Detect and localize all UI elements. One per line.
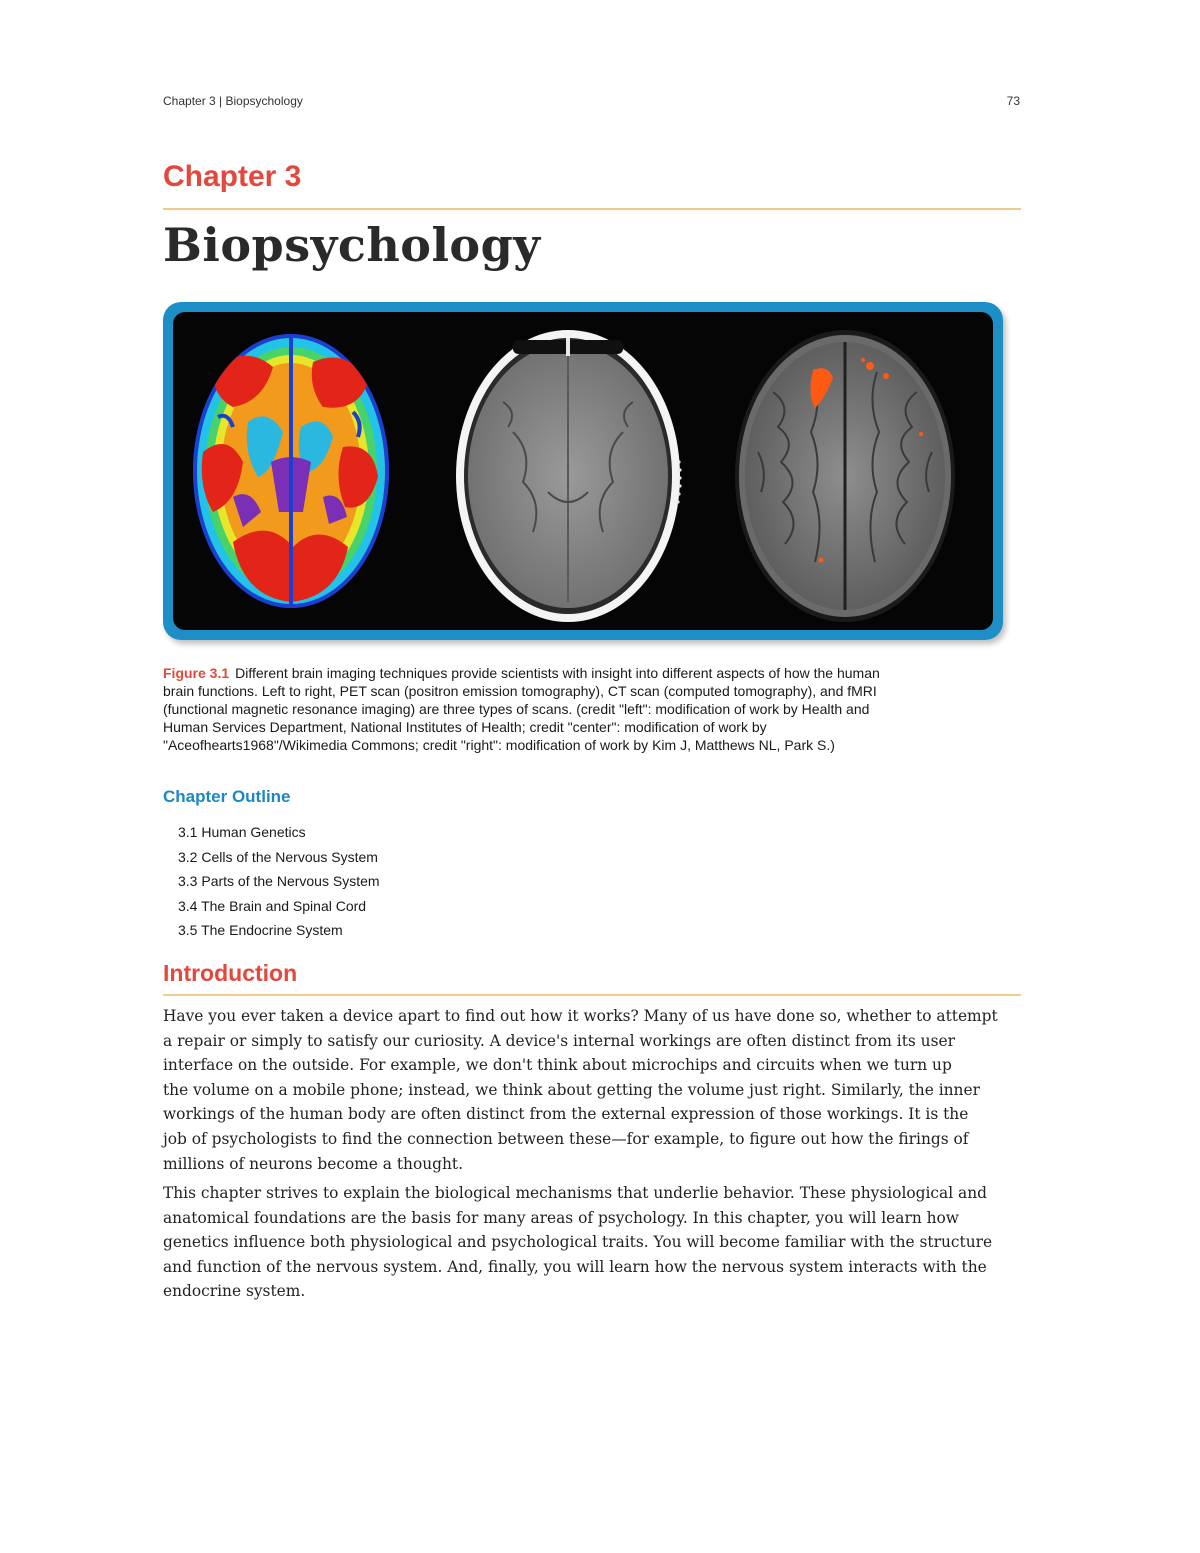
outline-item[interactable]: 3.4 The Brain and Spinal Cord xyxy=(178,897,367,914)
paragraph-line: genetics influence both physiological and psychological traits. You will become familiar with the structure xyxy=(163,1233,993,1252)
figure-caption xyxy=(163,664,1023,754)
paragraph-line: millions of neurons become a thought. xyxy=(163,1154,463,1173)
outline-item[interactable]: 3.1 Human Genetics xyxy=(178,824,306,840)
page-number: 73 xyxy=(1006,94,1020,108)
introduction-heading: Introduction xyxy=(163,960,298,986)
chapter-label: Chapter 3 xyxy=(163,160,302,193)
paragraph-line: anatomical foundations are the basis for many areas of psychology. In this chapter, you will learn how xyxy=(163,1208,959,1227)
outline-item[interactable]: 3.5 The Endocrine System xyxy=(178,922,343,938)
fmri-image xyxy=(735,330,955,622)
running-header xyxy=(163,94,1020,108)
chapter-outline-heading: Chapter Outline xyxy=(163,787,291,806)
paragraph-line: job of psychologists to find the connection between these—for example, to figure out how the firings of xyxy=(163,1129,969,1148)
figure-label: Figure 3.1 xyxy=(163,665,230,681)
paragraph-line: endocrine system. xyxy=(163,1282,306,1301)
caption-line: "Aceofhearts1968"/Wikimedia Commons; credit "right": modification of work by Kim J, Matthews NL, Park S.) xyxy=(163,737,835,753)
paragraph-line: This chapter strives to explain the biological mechanisms that underlie behavior. These physiological and xyxy=(163,1184,987,1202)
introduction-paragraph-2 xyxy=(163,1181,1033,1304)
paragraph-line: the volume on a mobile phone; instead, we think about getting the volume just right. Similarly, the inner xyxy=(163,1080,980,1099)
caption-line: (functional magnetic resonance imaging) are three types of scans. (credit "left": modification of work by Health and xyxy=(163,701,870,717)
caption-line: Different brain imaging techniques provide scientists with insight into different aspects of how the human xyxy=(235,665,880,681)
caption-line: Human Services Department, National Institutes of Health; credit "center": modification of work by xyxy=(163,719,767,735)
chapter-title: Biopsychology xyxy=(163,218,541,272)
paragraph-line: and function of the nervous system. And, finally, you will learn how the nervous system interacts with the xyxy=(163,1257,987,1276)
paragraph-line: a repair or simply to satisfy our curiosity. A device's internal workings are often distinct from its user xyxy=(163,1031,955,1050)
running-title: Chapter 3 | Biopsychology xyxy=(163,94,303,108)
outline-item[interactable]: 3.2 Cells of the Nervous System xyxy=(178,848,378,865)
introduction-paragraph-1 xyxy=(163,1004,1033,1176)
outline-item[interactable]: 3.3 Parts of the Nervous System xyxy=(178,873,380,889)
pet-scan-image xyxy=(183,322,403,622)
caption-line: brain functions. Left to right, PET scan (positron emission tomography), CT scan (computed tomography), and fMRI xyxy=(163,683,877,699)
ct-scan-image xyxy=(456,330,682,622)
brain-scans-figure xyxy=(163,302,1003,640)
chapter-rule xyxy=(163,208,1021,210)
paragraph-line: Have you ever taken a device apart to find out how it works? Many of us have done so, whether to attempt xyxy=(163,1007,998,1025)
paragraph-line: interface on the outside. For example, we don't think about microchips and circuits when we turn up xyxy=(163,1056,952,1075)
introduction-rule xyxy=(163,994,1021,996)
paragraph-line: workings of the human body are often distinct from the external expression of those workings. It is the xyxy=(163,1105,969,1124)
chapter-outline-list xyxy=(178,820,380,943)
